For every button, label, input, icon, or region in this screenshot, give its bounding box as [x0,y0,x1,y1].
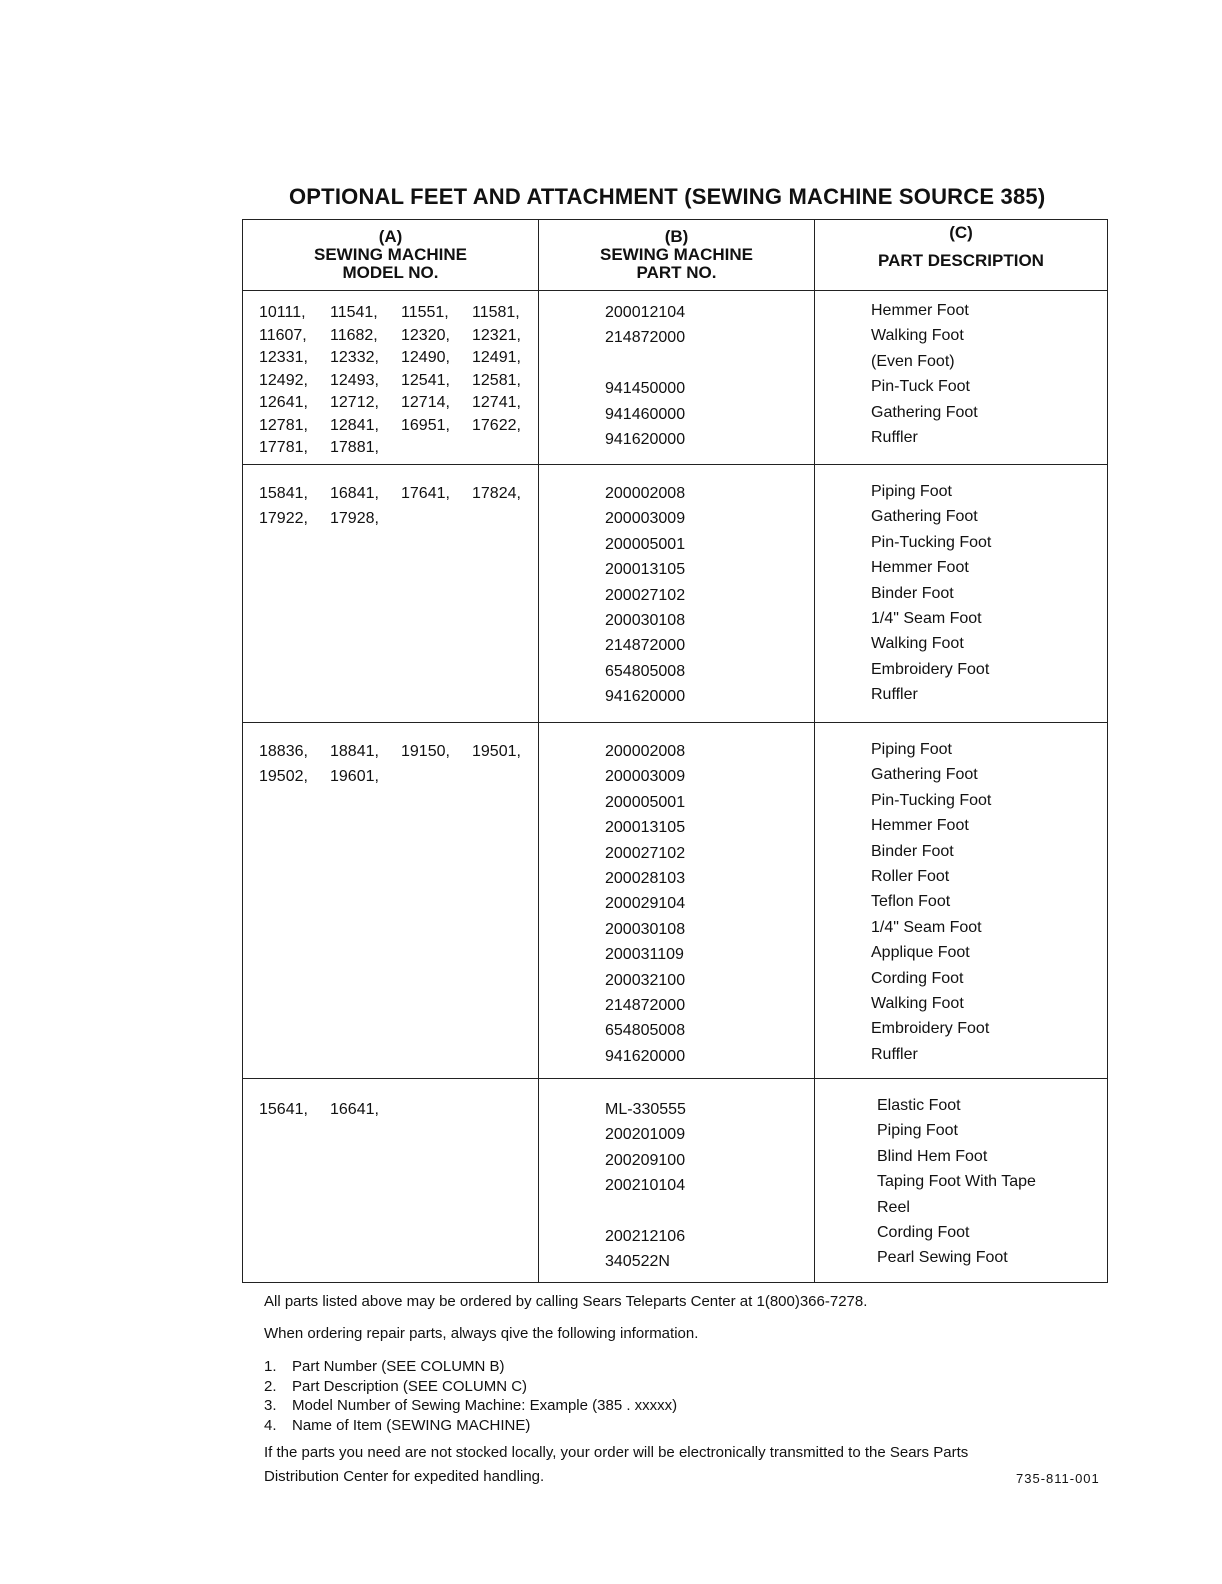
model-no: 12741, [472,394,521,411]
part-description: 1/4" Seam Foot [871,609,982,627]
part-number: 654805008 [605,1022,686,1040]
part-description: Cording Foot [877,1223,970,1241]
model-no: 12321, [472,326,521,344]
model-no: 12332, [330,349,379,366]
header-col-a-line1: SEWING MACHINE [314,245,467,264]
part-description: Walking Foot [871,994,964,1012]
part-description: Blind Hem Foot [877,1147,988,1165]
list-item-text: Part Description (SEE COLUMN C) [292,1377,528,1395]
header-col-c-line1: PART DESCRIPTION [878,251,1044,270]
part-number: 654805008 [605,662,686,680]
model-row [259,481,543,506]
part-number: 200212106 [605,1227,686,1245]
part-number: 200029104 [605,895,686,913]
part-description: Binder Foot [871,842,954,860]
model-no: 15841, [259,485,308,502]
model-no: 15641, [259,1101,308,1118]
model-list [259,1097,401,1122]
model-no: 19601, [330,768,379,786]
list-item [264,1416,677,1436]
model-no: 10111, [259,304,306,321]
model-no: 16951, [401,416,450,434]
model-no: 17824, [472,485,521,502]
model-no: 12781, [259,416,308,434]
document-number: 735-811-001 [1016,1471,1100,1486]
table-section-3 [243,723,1107,1079]
part-description: Gathering Foot [871,766,978,784]
part-number: 200005001 [605,793,686,811]
header-col-b [538,228,815,298]
part-description-list [877,1093,1036,1271]
list-item-number: 4. [264,1416,277,1434]
part-number: 200003009 [605,768,686,786]
model-list [259,302,543,460]
part-description: Piping Foot [877,1122,958,1140]
header-col-b-letter: (B) [664,227,689,246]
model-no: 11607, [259,326,307,344]
model-row [259,764,543,789]
model-no: 19501, [472,743,521,760]
part-description: Ruffler [871,686,918,704]
part-description: Pin-Tuck Foot [871,378,970,396]
list-item [264,1396,677,1416]
part-number [605,351,685,376]
part-description: Reel [877,1198,910,1216]
part-number: 200031109 [605,946,684,964]
model-no: 16841, [330,485,379,502]
part-number: 200032100 [605,971,686,989]
model-row [259,1097,401,1122]
table-section-1 [243,290,1107,465]
part-number: 200013105 [605,561,686,579]
model-row [259,325,543,348]
part-description: Applique Foot [871,944,970,962]
model-no: 19502, [259,768,308,786]
part-number: 200030108 [605,920,686,938]
model-no: 11551, [401,304,449,321]
parts-table [242,219,1108,1283]
header-col-a-line2: MODEL NO. [342,263,439,282]
model-row [259,506,543,531]
part-description: Pin-Tucking Foot [871,791,992,809]
part-number-list [605,481,685,710]
part-number: 200002008 [605,743,686,760]
part-number: 941620000 [605,430,686,448]
part-description: Teflon Foot [871,893,951,911]
model-no: 17922, [259,510,308,528]
info-instructions: When ordering repair parts, always qive the following information. [264,1325,699,1342]
part-description: Elastic Foot [877,1097,961,1114]
model-no: 19150, [401,743,450,760]
model-no: 12492, [259,371,308,389]
model-no: 18841, [330,743,379,760]
part-description: Piping Foot [871,483,952,500]
part-description: Gathering Foot [871,403,978,421]
part-number: 941460000 [605,405,686,423]
part-description-list [871,298,978,450]
model-no: 11581, [472,304,520,321]
part-number: 200005001 [605,535,686,553]
list-item-text: Model Number of Sewing Machine: Example (385 . xxxxx) [292,1397,678,1414]
model-no: 17928, [330,510,379,528]
part-number: 200027102 [605,586,686,604]
part-description: Pin-Tucking Foot [871,533,992,551]
part-number: 200209100 [605,1151,686,1169]
model-no: 12712, [330,394,379,411]
part-number: 200027102 [605,844,686,862]
header-col-c [815,224,1107,294]
part-number: 340522N [605,1253,670,1271]
list-item-number: 3. [264,1397,277,1414]
model-row [259,302,543,325]
part-number: 200012104 [605,304,686,321]
part-description: Gathering Foot [871,508,978,526]
part-description: Ruffler [871,428,918,446]
list-item-text: Part Number (SEE COLUMN B) [292,1358,505,1375]
part-description: Roller Foot [871,867,950,885]
part-number: 214872000 [605,329,686,347]
part-description: Walking Foot [871,327,964,345]
model-no: 17881, [330,439,379,456]
part-number [605,1199,686,1224]
part-number: 214872000 [605,637,686,655]
header-col-a-letter: (A) [378,227,403,246]
part-description: Hemmer Foot [871,559,969,577]
list-item [264,1357,677,1377]
model-no: 11682, [330,326,378,344]
part-number: 200002008 [605,485,686,502]
model-no: 12491, [472,349,521,366]
part-description: Hemmer Foot [871,817,969,835]
model-no: 17622, [472,416,521,434]
model-no: 12331, [259,349,308,366]
part-number: 941620000 [605,688,686,706]
part-number: 200013105 [605,819,686,837]
model-row [259,739,543,764]
part-number: ML-330555 [605,1101,686,1118]
part-description-list [871,479,991,708]
model-no: 12541, [401,371,450,389]
part-description: Pearl Sewing Foot [877,1249,1008,1267]
model-no: 11541, [330,304,378,321]
part-number: 941450000 [605,380,686,398]
part-number-list [605,1097,686,1275]
list-item-number: 1. [264,1358,277,1375]
model-no: 12320, [401,326,450,344]
model-no: 12714, [401,394,450,411]
model-no: 12581, [472,371,521,389]
model-no: 12493, [330,371,379,389]
model-no: 12841, [330,416,379,434]
model-no: 17781, [259,439,308,456]
part-number: 200028103 [605,869,686,887]
header-col-b-line1: SEWING MACHINE [600,245,753,264]
part-number: 200003009 [605,510,686,528]
table-section-4 [243,1079,1107,1282]
part-description: (Even Foot) [871,352,955,370]
model-no: 16641, [330,1101,379,1118]
part-number: 941620000 [605,1047,686,1065]
list-item [264,1377,677,1397]
part-description: Embroidery Foot [871,1020,990,1038]
model-list [259,481,543,532]
model-row [259,437,543,460]
model-no: 12490, [401,349,450,366]
part-description: Embroidery Foot [871,660,990,678]
list-item-text: Name of Item (SEWING MACHINE) [292,1416,531,1434]
model-no: 17641, [401,485,450,502]
model-row [259,370,543,393]
part-number: 200030108 [605,611,686,629]
part-number: 200210104 [605,1177,686,1195]
part-description: Walking Foot [871,635,964,653]
model-no: 12641, [259,394,308,411]
part-description: 1/4" Seam Foot [871,918,982,936]
model-row [259,415,543,438]
part-number: 200201009 [605,1126,686,1144]
table-section-2 [243,465,1107,723]
model-no: 18836, [259,743,308,760]
part-description: Hemmer Foot [871,302,969,319]
order-instructions: All parts listed above may be ordered by calling Sears Teleparts Center at 1(800)366-7278. [264,1293,868,1310]
part-description: Cording Foot [871,969,964,987]
stock-note-line-2: Distribution Center for expedited handling. [264,1468,545,1485]
part-number-list [605,739,685,1069]
part-description: Piping Foot [871,741,952,758]
model-row [259,347,543,370]
page-title: OPTIONAL FEET AND ATTACHMENT (SEWING MACHINE SOURCE 385) [289,184,1046,209]
header-col-c-letter: (C) [949,223,973,242]
part-description: Binder Foot [871,584,954,602]
part-number: 214872000 [605,996,686,1014]
model-row [259,392,543,415]
header-col-b-line2: PART NO. [636,263,717,282]
required-info-list [264,1357,677,1435]
model-list [259,739,543,790]
part-description: Taping Foot With Tape [877,1173,1036,1191]
part-description: Ruffler [871,1045,918,1063]
header-col-a [243,228,538,298]
table-header [243,220,1107,291]
list-item-number: 2. [264,1377,277,1395]
part-number-list [605,300,685,452]
part-description-list [871,737,991,1067]
stock-note-line-1: If the parts you need are not stocked locally, your order will be electronically transmitted to the Sears Parts [264,1444,969,1461]
